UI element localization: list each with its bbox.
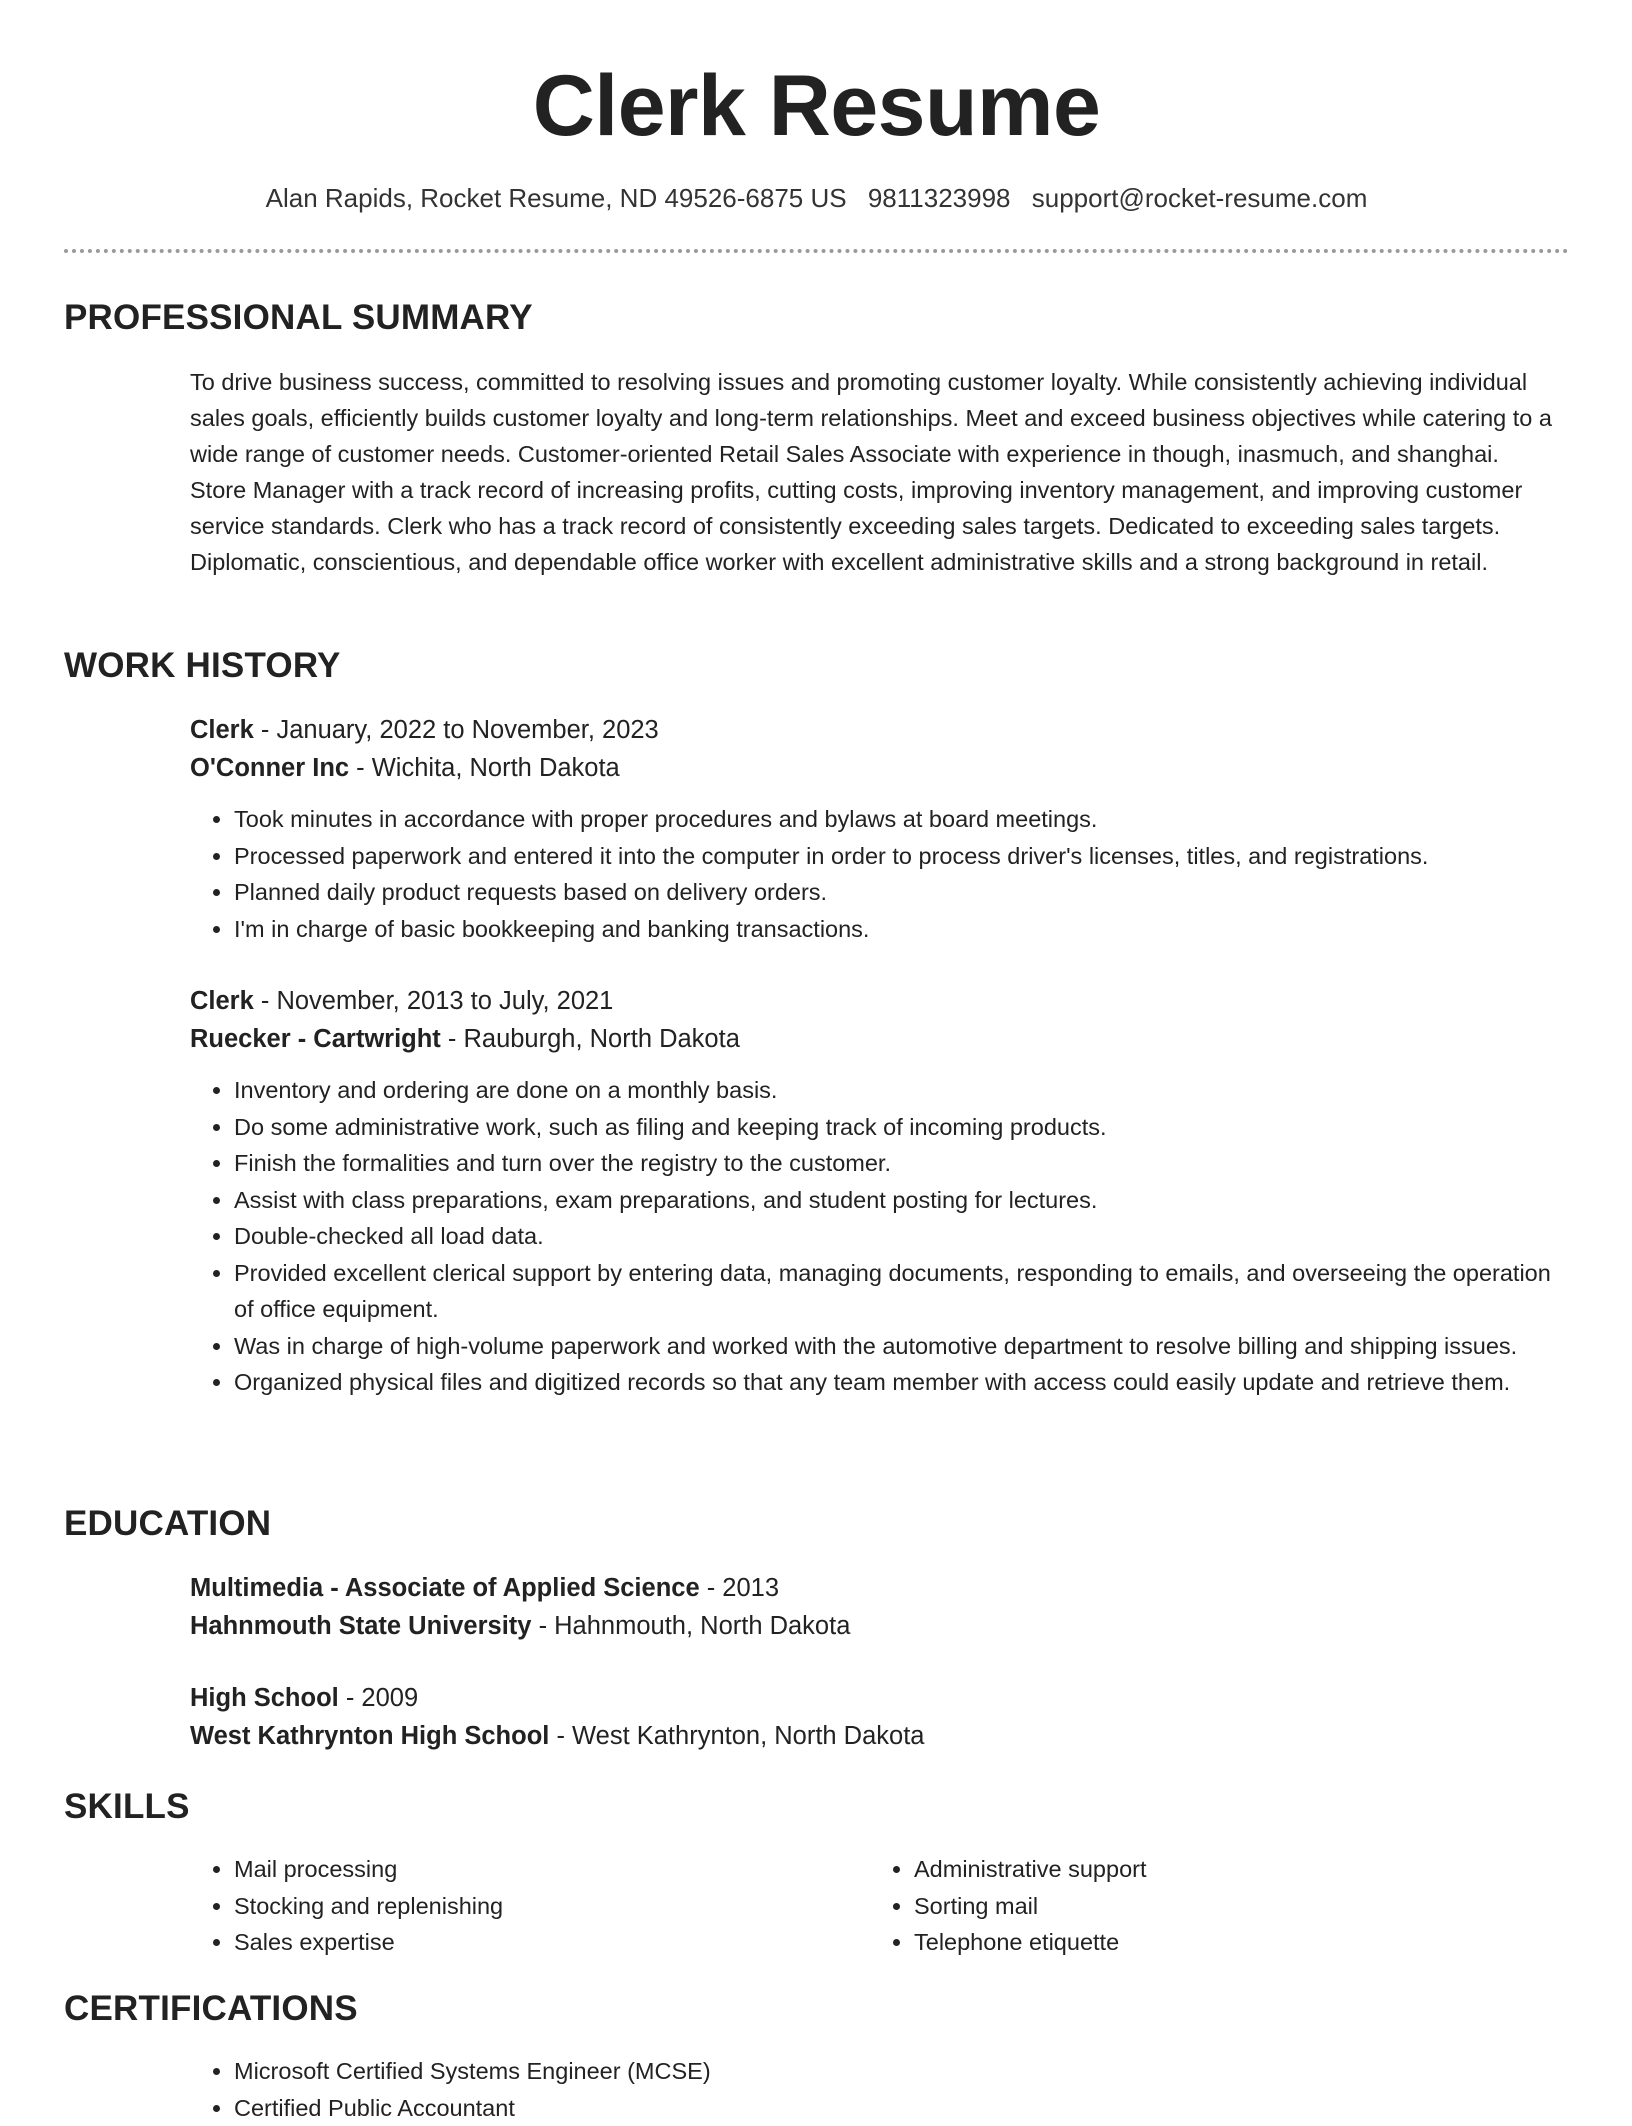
header-divider <box>64 249 1569 253</box>
summary-heading: PROFESSIONAL SUMMARY <box>64 296 533 340</box>
skill-item: • Sales expertise <box>234 1924 850 1961</box>
certification-item: • Microsoft Certified Systems Engineer (MCSE) <box>234 2053 1560 2090</box>
job-title-line <box>190 711 1560 749</box>
certifications-list <box>190 2053 1560 2126</box>
job-role: Clerk <box>190 987 254 1015</box>
grad-year: - 2009 <box>339 1684 418 1712</box>
school-location: - Hahnmouth, North Dakota <box>531 1612 850 1640</box>
skills-column-left <box>190 1851 850 1961</box>
skills-list <box>190 1851 850 1961</box>
education-entry <box>190 1679 1560 1755</box>
job-location: - Wichita, North Dakota <box>349 754 620 782</box>
email: support@rocket-resume.com <box>1032 183 1368 213</box>
skill-item: • Mail processing <box>234 1851 850 1888</box>
skill-item: • Stocking and replenishing <box>234 1888 850 1925</box>
address: Alan Rapids, Rocket Resume, ND 49526-6875 US <box>266 183 847 213</box>
job-duties <box>190 801 1560 947</box>
school-location: - West Kathrynton, North Dakota <box>549 1722 924 1750</box>
skills-list <box>870 1851 1530 1961</box>
degree-line <box>190 1679 1560 1717</box>
job-company: Ruecker - Cartwright <box>190 1025 441 1053</box>
resume-page <box>64 0 1569 156</box>
school: Hahnmouth State University <box>190 1612 531 1640</box>
job-role: Clerk <box>190 716 254 744</box>
skill-item: • Administrative support <box>914 1851 1530 1888</box>
school-line <box>190 1607 1560 1645</box>
school-line <box>190 1717 1560 1755</box>
grad-year: - 2013 <box>700 1574 779 1602</box>
certifications-block <box>190 2053 1560 2126</box>
job-entry <box>190 711 1560 947</box>
list-item: • Double-checked all load data. <box>234 1218 1560 1255</box>
skill-item: • Telephone etiquette <box>914 1924 1530 1961</box>
list-item: • Processed paperwork and entered it into the computer in order to process driver's licenses, titles, and registrations. <box>234 838 1560 875</box>
list-item: • Organized physical files and digitized records so that any team member with access could easily update and retrieve them. <box>234 1364 1560 1401</box>
list-item: • Planned daily product requests based on delivery orders. <box>234 874 1560 911</box>
degree-line <box>190 1569 1560 1607</box>
degree: Multimedia - Associate of Applied Science <box>190 1574 700 1602</box>
school: West Kathrynton High School <box>190 1722 549 1750</box>
summary-block <box>190 364 1560 580</box>
contact-line <box>64 180 1569 216</box>
list-item: • Was in charge of high-volume paperwork and worked with the automotive department to resolve billing and shipping issues. <box>234 1328 1560 1365</box>
work-history-heading: WORK HISTORY <box>64 644 341 688</box>
job-duties <box>190 1072 1560 1401</box>
list-item: • Do some administrative work, such as filing and keeping track of incoming products. <box>234 1109 1560 1146</box>
education-entry <box>190 1569 1560 1645</box>
skills-heading: SKILLS <box>64 1785 190 1829</box>
education-heading: EDUCATION <box>64 1502 271 1546</box>
phone: 9811323998 <box>868 183 1011 213</box>
list-item: • Provided excellent clerical support by entering data, managing documents, responding to emails, and overseeing the operation of office equipment. <box>234 1255 1560 1328</box>
job-entry <box>190 982 1560 1401</box>
list-item: • Inventory and ordering are done on a monthly basis. <box>234 1072 1560 1109</box>
job-company: O'Conner Inc <box>190 754 349 782</box>
list-item: • I'm in charge of basic bookkeeping and banking transactions. <box>234 911 1560 948</box>
certification-item: • Certified Public Accountant <box>234 2090 1560 2126</box>
job-title-line <box>190 982 1560 1020</box>
list-item: • Assist with class preparations, exam preparations, and student posting for lectures. <box>234 1182 1560 1219</box>
job-dates: - January, 2022 to November, 2023 <box>254 716 659 744</box>
job-company-line <box>190 749 1560 787</box>
job-company-line <box>190 1020 1560 1058</box>
list-item: • Took minutes in accordance with proper procedures and bylaws at board meetings. <box>234 801 1560 838</box>
job-dates: - November, 2013 to July, 2021 <box>254 987 614 1015</box>
job-location: - Rauburgh, North Dakota <box>441 1025 740 1053</box>
resume-title: Clerk Resume <box>64 0 1569 156</box>
certifications-heading: CERTIFICATIONS <box>64 1987 358 2031</box>
summary-text: To drive business success, committed to resolving issues and promoting customer loyalty. While consistently achieving individual sales goals, efficiently builds customer loyalty and long-term relationships. Meet and exceed business objectives while catering to a wide range of customer needs. Customer-oriented Retail Sales Associate with experience in though, inasmuch, and shanghai. Store Manager with a track record of increasing profits, cutting costs, improving inventory management, and improving customer service standards. Clerk who has a track record of consistently exceeding sales targets. Dedicated to exceeding sales targets. Diplomatic, conscientious, and dependable office worker with excellent administrative skills and a strong background in retail. <box>190 364 1560 580</box>
skills-column-right <box>870 1851 1530 1961</box>
degree: High School <box>190 1684 339 1712</box>
list-item: • Finish the formalities and turn over the registry to the customer. <box>234 1145 1560 1182</box>
skill-item: • Sorting mail <box>914 1888 1530 1925</box>
